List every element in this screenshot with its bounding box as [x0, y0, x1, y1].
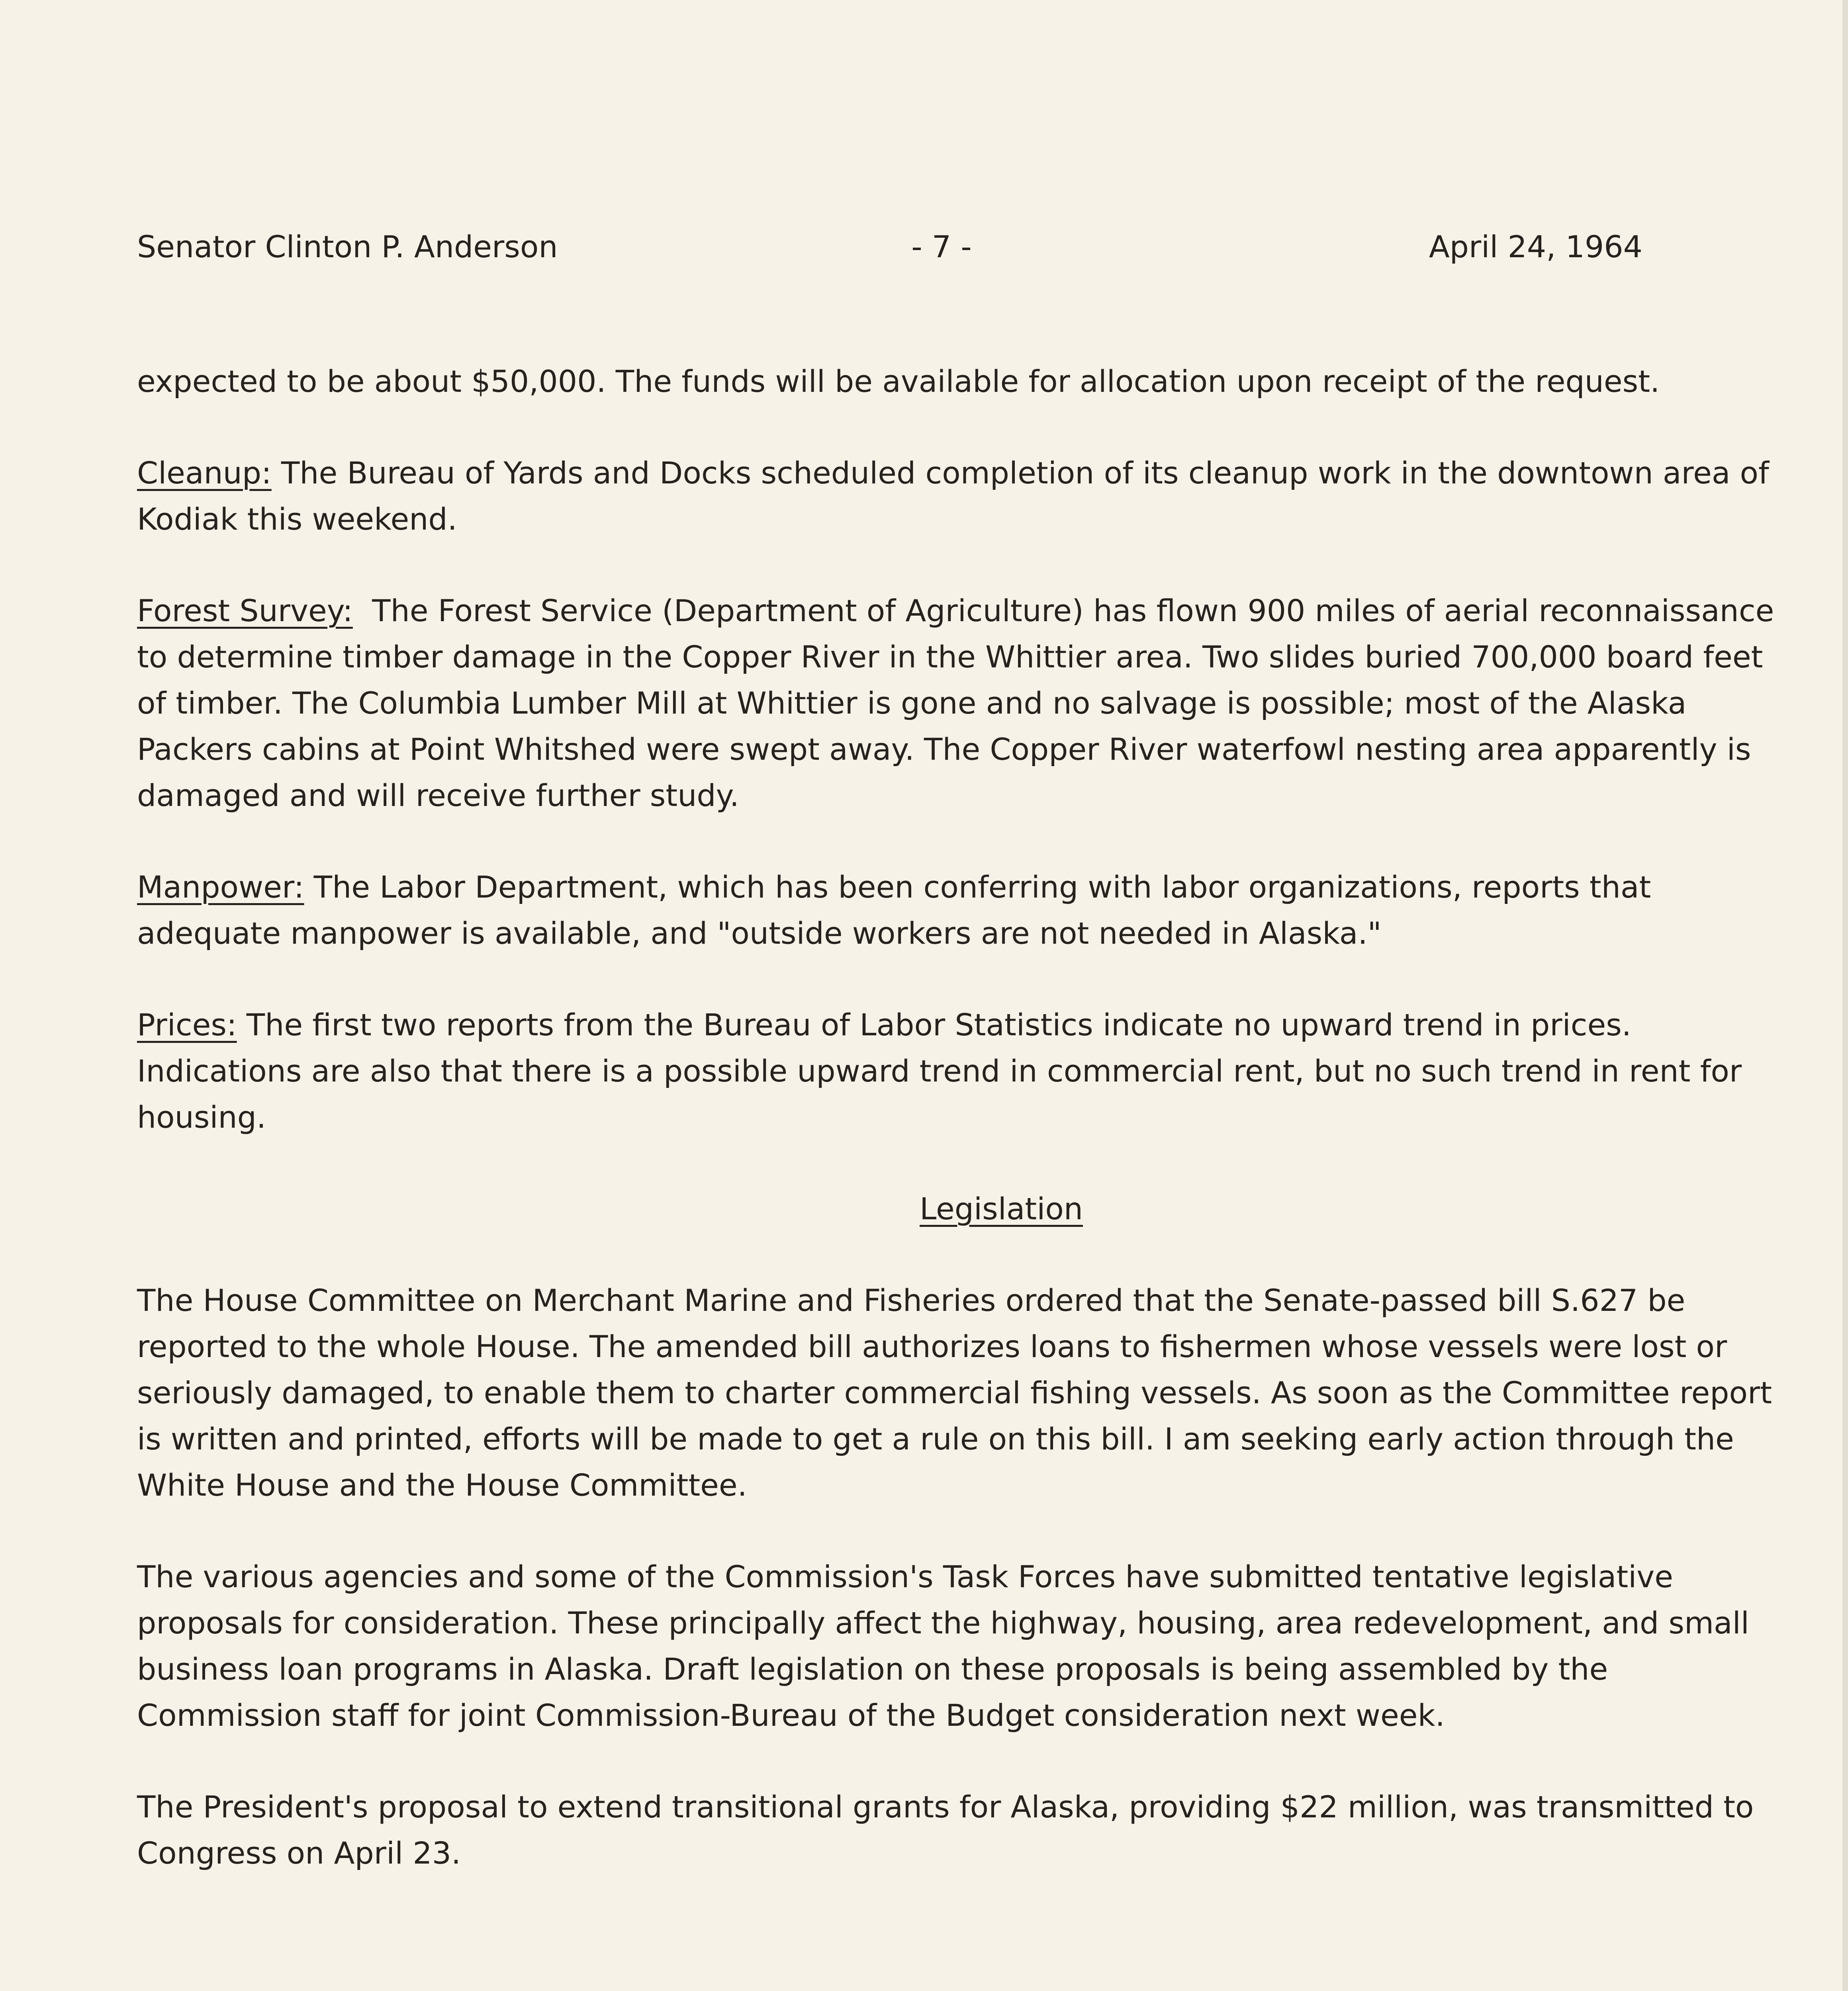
- forest-survey-heading: Forest Survey:: [137, 593, 353, 628]
- cleanup-text: The Bureau of Yards and Docks scheduled completion of its cleanup work in the downtown area of Kodiak this weekend.: [137, 455, 1769, 537]
- paragraph-cleanup: [137, 450, 1778, 542]
- paragraph-forest-survey: [137, 588, 1784, 819]
- paragraph-prices: [137, 1002, 1778, 1140]
- letter-header: [137, 223, 1642, 271]
- page-edge: [1842, 0, 1848, 1991]
- prices-text: The first two reports from the Bureau of Labor Statistics indicate no upward trend in prices. Indications are also that there is a possible upward trend in commercial rent, but no such trend in rent for housing.: [137, 1007, 1742, 1135]
- cleanup-heading: Cleanup:: [137, 455, 272, 491]
- forest-survey-text: The Forest Service (Department of Agriculture) has flown 900 miles of aerial reconnaissance to determine timber damage in the Copper River in the Whittier area. Two slides buried 700,000 board feet of timber. The Columbia Lumber Mill at Whittier is gone and no salvage is possible; most of the Alaska Packers cabins at Point Whitshed were swept away. The Copper River waterfowl nesting area apparently is damaged and will receive further study.: [137, 593, 1784, 813]
- manpower-text: The Labor Department, which has been conferring with labor organizations, reports that adequate manpower is available, and "outside workers are not needed in Alaska.": [137, 869, 1651, 951]
- header-page-number: - 7 -: [911, 229, 972, 264]
- header-date: April 24, 1964: [1429, 229, 1642, 264]
- prices-heading: Prices:: [137, 1007, 237, 1042]
- legislation-heading: Legislation: [920, 1191, 1083, 1226]
- paragraph-manpower: [137, 864, 1778, 956]
- paragraph-president-proposal: The President's proposal to extend transitional grants for Alaska, providing $22 million, was transmitted to Congress on April 23.: [137, 1789, 1754, 1871]
- paragraph-house-committee: The House Committee on Merchant Marine and Fisheries ordered that the Senate-passed bill S.627 be reported to the whole House. The amended bill authorizes loans to fishermen whose vessels were lost or seriously damaged, to enable them to charter commercial fishing vessels. As soon as the Committee report is written and printed, efforts will be made to get a rule on this bill. I am seeking early action through the White House and the House Committee.: [137, 1283, 1772, 1503]
- header-addressee: Senator Clinton P. Anderson: [137, 229, 558, 264]
- manpower-heading: Manpower:: [137, 869, 304, 905]
- legislation-section: [137, 1186, 1778, 1232]
- paragraph-agencies: The various agencies and some of the Commission's Task Forces have submitted tentative legislative proposals for consideration. These principally affect the highway, housing, area redevelopment, and small business loan programs in Alaska. Draft legislation on these proposals is being assembled by the Commission staff for joint Commission-Bureau of the Budget consideration next week.: [137, 1559, 1749, 1733]
- paragraph-funds: expected to be about $50,000. The funds will be available for allocation upon receipt of the request.: [137, 364, 1660, 399]
- letter-body: [137, 358, 1784, 1922]
